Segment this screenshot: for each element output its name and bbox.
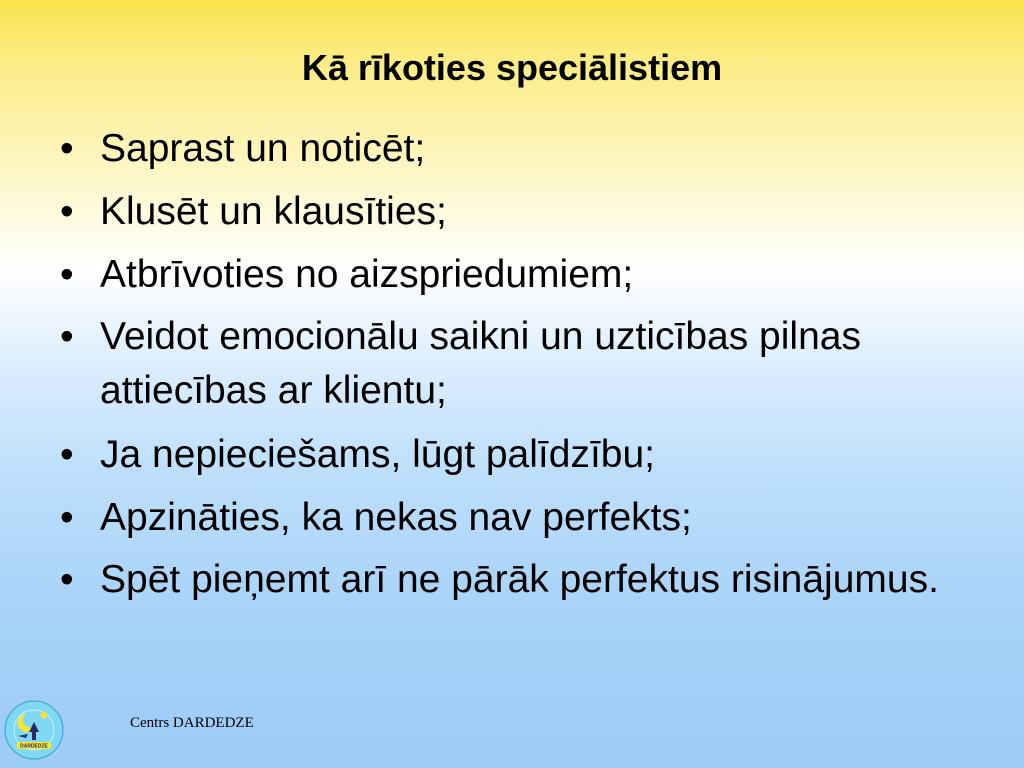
slide-title: Kā rīkoties speciālistiem	[301, 47, 723, 88]
dardedze-logo-icon	[4, 700, 64, 760]
bullet-dot: •	[60, 253, 74, 296]
bullet-item	[60, 486, 940, 549]
footer-text: Centrs DARDEDZE	[130, 715, 254, 731]
bullet-item	[60, 180, 940, 243]
bullet-text: Klusēt un klausīties;	[100, 190, 447, 233]
bullet-item	[60, 423, 940, 486]
logo-text: DARDEDZE	[20, 743, 48, 750]
bullet-item	[60, 553, 940, 607]
bullet-dot: •	[60, 190, 74, 233]
bullet-item	[60, 243, 940, 306]
bullet-dot: •	[60, 433, 74, 476]
bullet-text: Apzināties, ka nekas nav perfekts;	[100, 496, 692, 539]
bullet-dot: •	[60, 315, 74, 358]
bullet-dot: •	[60, 558, 74, 601]
bullet-text: Veidot emocionālu saikni un uzticības pilnas attiecības ar klientu;	[100, 315, 861, 412]
bullet-item	[60, 310, 940, 418]
bullet-text: Ja nepieciešams, lūgt palīdzību;	[100, 433, 655, 476]
bullet-dot: •	[60, 127, 74, 170]
bullet-text: Saprast un noticēt;	[100, 127, 426, 170]
bullet-dot: •	[60, 496, 74, 539]
bullet-text: Atbrīvoties no aizspriedumiem;	[100, 253, 634, 296]
bullet-item	[60, 117, 940, 180]
bullet-text: Spēt pieņemt arī ne pārāk perfektus risinājumus.	[100, 558, 939, 601]
bullet-list	[60, 117, 940, 612]
